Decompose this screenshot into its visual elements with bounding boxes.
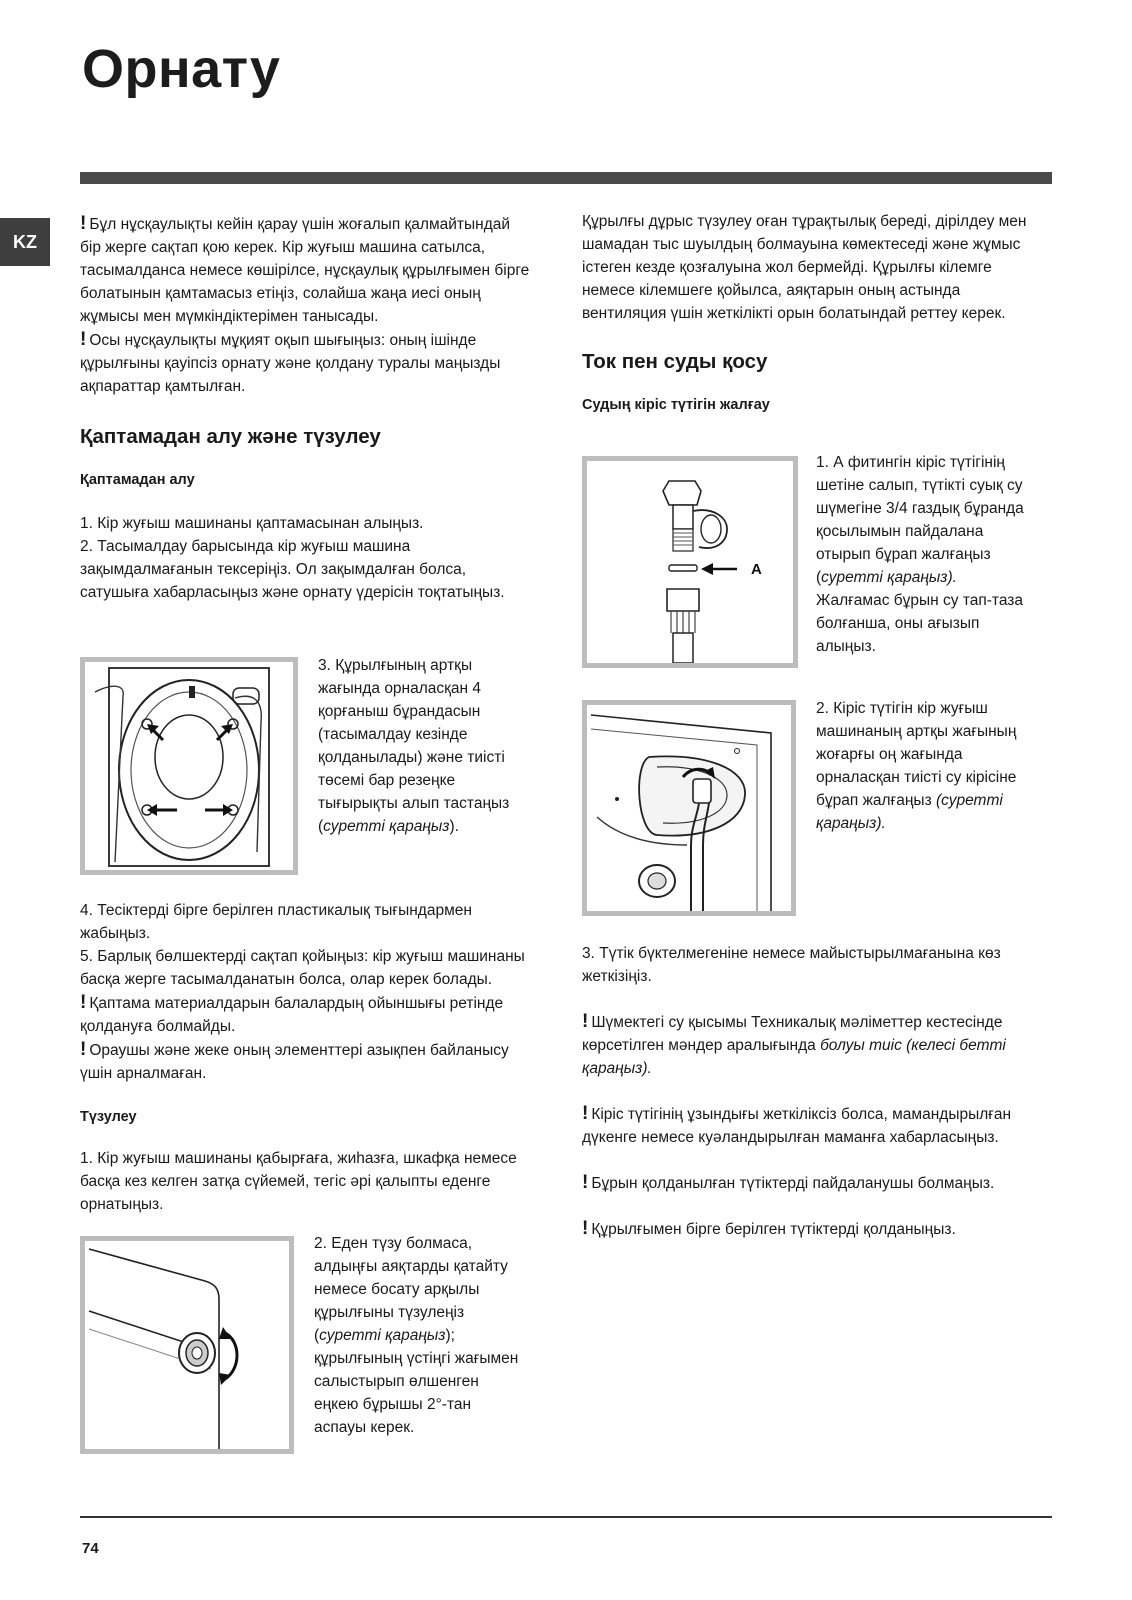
- intro-paragraph-1: Бұл нұсқаулықты кейін қарау үшін жоғалып қалмайтындай бір жерге сақтап қою керек. Кір жуғыш машина сатылса, тасымалданса немесе көшірілсе, нұсқаулық құрылғымен бірге болатынын қамтамасыз етіңіз, солайша жаңа иесі оның жұмысы мен мүмкіндіктерімен танысады.: [80, 216, 530, 325]
- right-section: [582, 210, 1032, 415]
- page-title: Орнату: [82, 39, 281, 99]
- subheading-level: Түзулеу: [80, 1109, 137, 1125]
- warning-icon: !: [582, 1218, 589, 1239]
- figure-tap-fitting: [582, 456, 798, 668]
- figure-machine-back: [80, 657, 298, 875]
- machine-inlet-illustration: [587, 705, 791, 911]
- warning-icon: !: [582, 1172, 589, 1193]
- intro-section: [80, 212, 530, 604]
- warning-icon: !: [80, 329, 87, 350]
- right-continued: 3. Түтік бүктелмегеніне немесе майыстырылмағанына көз жеткізіңіз. ! Шүмектегі су қысымы Техникалық мәліметтер кестесінде көрсетілген мәндер аралығында болуы тиіс (келесі бетті қараңыз). ! Кіріс түтігінің ұзындығы жеткіліксіз болса, мамандырылған дүкенге немесе куәландырылған маманға хабарласыңыз. ! Бұрын қолданылған түтіктерді пайдаланушы болмаңыз. ! Құрылғымен бірге берілген түтіктерді қолданыңыз.: [582, 942, 1037, 1241]
- stability-paragraph: Құрылғы дұрыс түзулеу оған тұрақтылық береді, дірілдеу мен шамадан тыс шуылдың болмауына көмектеседі және жұмыс істеген кезде қозғалуына жол бермейді. Құрылғы кілемге немесе кілемшеге қойылса, аяқтарын оның астында вентиляция үшін жеткілікті орын болатындай реттеу керек.: [582, 213, 1027, 322]
- warning-icon: !: [80, 1039, 87, 1060]
- warning-pressure: Шүмектегі су қысымы Техникалық мәліметтер кестесінде көрсетілген мәндер аралығында: [582, 1014, 1003, 1054]
- label-a: A: [751, 561, 762, 578]
- figure-machine-inlet: [582, 700, 796, 916]
- unpack-step-5: 5. Барлық бөлшектерді сақтап қойыңыз: кір жуғыш машинаны басқа жерге тасымалданатын болса, олар керек болады.: [80, 948, 525, 988]
- inlet-step-2: 2. Кіріс түтігін кір жуғыш машинаның артқы жағының жоғарғы оң жағында орналасқан тиісті су кірісіне бұрап жалғаңыз (суретті қараңыз).: [816, 700, 1017, 832]
- subheading-inlet: Судың кіріс түтігін жалғау: [582, 397, 770, 413]
- warning-icon: !: [80, 213, 87, 234]
- unpack-step-2: 2. Тасымалдау барысында кір жуғыш машина зақымдалмағанын тексеріңіз. Ол зақымдалған болса, сатушыға хабарласыңыз және орнату үдерісін тоқтатыңыз.: [80, 538, 505, 601]
- section-heading-connect: Ток пен суды қосу: [582, 350, 768, 373]
- intro-paragraph-2: Осы нұсқаулықты мұқият оқып шығыңыз: оның ішінде құрылғыны қауіпсіз орнату және қолдану туралы маңызды ақпараттар қамтылған.: [80, 332, 501, 395]
- unpack-step-1: 1. Кір жуғыш машинаны қаптамасынан алыңыз.: [80, 515, 424, 532]
- footer-rule: [80, 1516, 1052, 1518]
- page-number: 74: [82, 1540, 99, 1557]
- warning-supplied-hoses: Құрылғымен бірге берілген түтіктерді қолданыңыз.: [591, 1221, 956, 1238]
- level-step-1: 1. Кір жуғыш машинаны қабырғаға, жиһазға, шкафқа немесе басқа кез келген затқа сүйемей, тегіс әрі қалыпты еденге орнатыңыз.: [80, 1150, 517, 1213]
- warning-icon: !: [80, 992, 87, 1013]
- inlet-step-1: 1. А фитингін кіріс түтігінің шетіне салып, түтікті суық су шүмегіне 3/4 газдық бұранда қосылымын пайдалана отырып бұрап жалғаңыз (суретті қараңыз). Жалғамас бұрын су тап-таза болғанша, оны ағызып алыңыз.: [816, 454, 1024, 655]
- subheading-unpack: Қаптамадан алу: [80, 472, 195, 488]
- level-step-2: 2. Еден түзу болмаса, алдыңғы аяқтарды қатайту немесе босату арқылы құрылғыны түзулеңіз (суретті қараңыз); құрылғының үстіңгі жағымен салыстырып өлшенген еңкею бұрышы 2°-тан аспауы керек.: [314, 1235, 519, 1436]
- unpack-step-3: 3. Құрылғының артқы жағында орналасқан 4 қорғаныш бұрандасын (тасымалдау кезінде қолданылады) және тиісті төсемі бар резеңке тығырықты алып тастаңыз (суретті қараңыз).: [318, 657, 510, 835]
- inlet-step-3: 3. Түтік бүктелмегеніне немесе майыстырылмағанына көз жеткізіңіз.: [582, 945, 1001, 985]
- foot-adjust-illustration: [85, 1241, 289, 1449]
- tap-fitting-illustration: [587, 461, 793, 663]
- machine-back-illustration: [85, 662, 293, 870]
- warning-icon: !: [582, 1011, 589, 1032]
- unpack-continued: [80, 899, 530, 1216]
- warning-packaging: Қаптама материалдарын балалардың ойыншығы ретінде қолдануға болмайды.: [80, 995, 504, 1035]
- warning-used-hoses: Бұрын қолданылған түтіктерді пайдаланушы болмаңыз.: [591, 1175, 995, 1192]
- section-heading-unpack: Қаптамадан алу және түзулеу: [80, 425, 381, 448]
- warning-icon: !: [582, 1103, 589, 1124]
- figure-foot-adjust: [80, 1236, 294, 1454]
- title-rule: [80, 172, 1052, 184]
- warning-hose-length: Кіріс түтігінің ұзындығы жеткіліксіз болса, мамандырылған дүкенге немесе куәландырылған маманға хабарласыңыз.: [582, 1106, 1012, 1146]
- unpack-step-4: 4. Тесіктерді бірге берілген пластикалық тығындармен жабыңыз.: [80, 902, 472, 942]
- language-tab: KZ: [0, 218, 50, 266]
- warning-wrapping: Ораушы және жеке оның элементтері азықпен байланысу үшін арналмаған.: [80, 1042, 509, 1082]
